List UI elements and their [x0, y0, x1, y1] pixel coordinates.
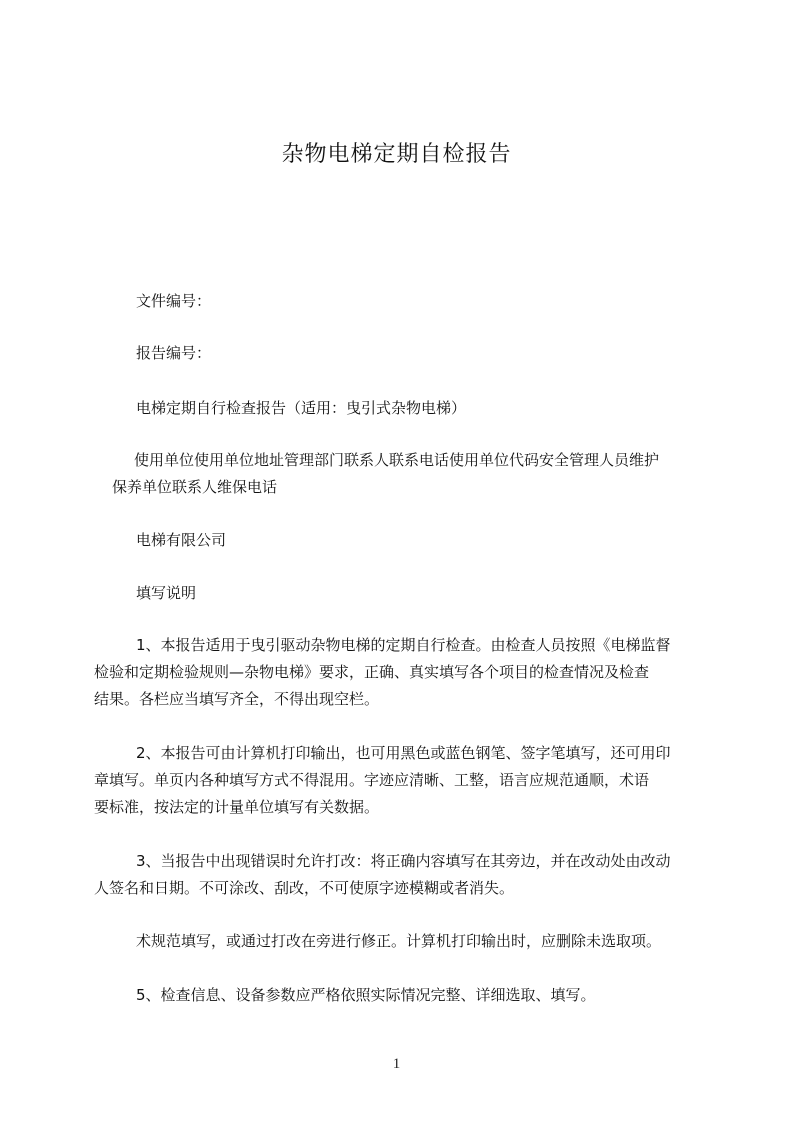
instruction-item-2 — [94, 740, 736, 821]
instructions-heading: 填写说明 — [136, 584, 197, 602]
instruction-item-5: 5、检查信息、设备参数应严格依照实际情况完整、详细选取、填写。 — [136, 986, 596, 1004]
instruction-item-3-continued: 术规范填写，或通过打改在旁进行修正。计算机打印输出时，应删除未选取项。 — [136, 932, 662, 950]
company-name: 电梯有限公司 — [136, 531, 227, 549]
instruction-line: 章填写。单页内各种填写方式不得混用。字迹应清晰、工整，语言应规范通顺，术语 — [94, 771, 650, 789]
instruction-line: 要标准，按法定的计量单位填写有关数据。 — [94, 798, 380, 816]
instruction-item-3 — [94, 848, 736, 902]
instruction-line: 检验和定期检验规则—杂物电梯》要求，正确、真实填写各个项目的检查情况及检查 — [94, 663, 650, 681]
instruction-line: 2、本报告可由计算机打印输出，也可用黑色或蓝色钢笔、签字笔填写，还可用印 — [136, 744, 671, 762]
page-number: 1 — [392, 1056, 401, 1072]
instruction-line: 结果。各栏应当填写齐全，不得出现空栏。 — [94, 690, 380, 708]
report-subject: 电梯定期自行检查报告（适用：曳引式杂物电梯） — [136, 399, 467, 417]
instruction-line: 1、本报告适用于曳引驱动杂物电梯的定期自行检查。由检查人员按照《电梯监督 — [136, 636, 671, 654]
report-number-label: 报告编号： — [136, 344, 212, 362]
document-title: 杂物电梯定期自检报告 — [281, 142, 512, 167]
info-fields-paragraph — [112, 447, 734, 501]
instruction-line: 人签名和日期。不可涂改、刮改，不可使原字迹模糊或者消失。 — [94, 879, 515, 897]
instruction-line: 3、当报告中出现错误时允许打改：将正确内容填写在其旁边，并在改动处由改动 — [136, 852, 671, 870]
instruction-item-1 — [94, 632, 736, 713]
info-fields-line: 保养单位联系人维保电话 — [112, 478, 278, 496]
file-number-label: 文件编号： — [136, 292, 212, 310]
info-fields-line: 使用单位使用单位地址管理部门联系人联系电话使用单位代码安全管理人员维护 — [134, 451, 660, 469]
